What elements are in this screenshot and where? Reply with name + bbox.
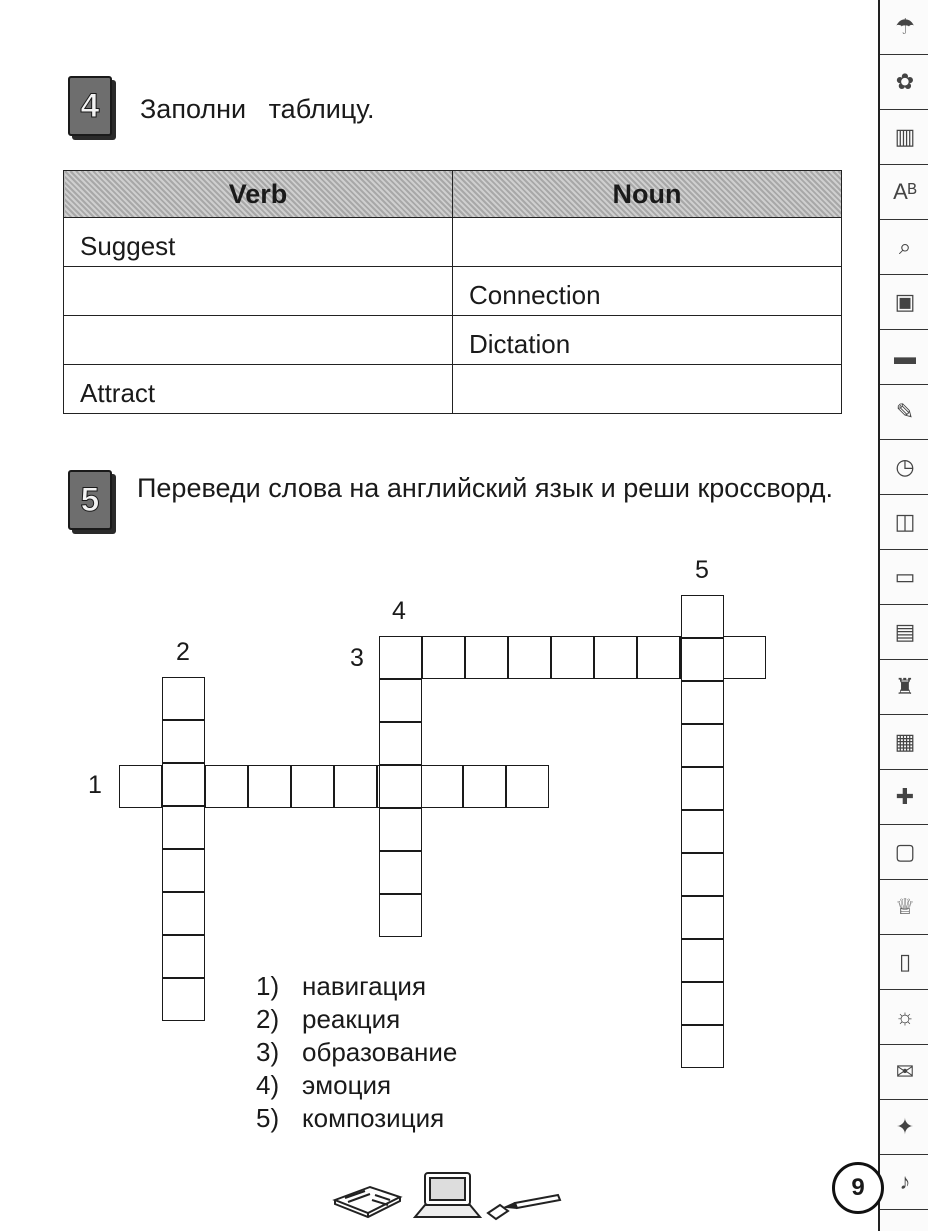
clue-text: образование (302, 1037, 458, 1067)
clue-text: композиция (302, 1103, 445, 1133)
sign-icon: ✎ (880, 385, 928, 440)
clue-text: навигация (302, 971, 427, 1001)
lamp-icon: ☼ (880, 990, 928, 1045)
crossword-cell[interactable] (379, 808, 422, 851)
clue-text: эмоция (302, 1070, 392, 1100)
list-item (256, 1003, 457, 1036)
crossword-cell[interactable] (681, 982, 724, 1025)
list-item (256, 1036, 457, 1069)
crossword-cell[interactable] (723, 636, 766, 679)
table-cell-noun[interactable] (453, 218, 842, 267)
clue-list (256, 970, 457, 1135)
crossword-cell[interactable] (205, 765, 248, 808)
clue-index: 1) (256, 971, 280, 1001)
crossword-cell[interactable] (162, 763, 205, 806)
task-5-instruction: Переведи слова на английский язык и реши кроссворд. (137, 473, 834, 503)
umbrella-icon: ☂ (880, 0, 928, 55)
crossword-cell[interactable] (248, 765, 291, 808)
table-cell-noun[interactable]: Dictation (453, 316, 842, 365)
ruler-icon: ▬ (880, 330, 928, 385)
crossword-cell[interactable] (681, 724, 724, 767)
crossword-cell[interactable] (681, 1025, 724, 1068)
crossword-cell[interactable] (508, 636, 551, 679)
table-row (64, 267, 842, 316)
crossword-cell[interactable] (162, 978, 205, 1021)
task-4-title: Заполни таблицу. (140, 94, 375, 124)
crossword-cell[interactable] (422, 636, 465, 679)
crossword-cell[interactable] (379, 894, 422, 937)
table-header-verb: Verb (64, 171, 453, 218)
crossword-cell[interactable] (162, 849, 205, 892)
page-icon: ▯ (880, 935, 928, 990)
open-book-icon (335, 1187, 400, 1217)
map-icon: ◫ (880, 495, 928, 550)
crossword-cell[interactable] (681, 638, 724, 681)
crossword-cell[interactable] (379, 851, 422, 894)
table-cell-noun[interactable] (453, 365, 842, 414)
crossword-cell[interactable] (162, 935, 205, 978)
table-row (64, 365, 842, 414)
trophy-icon: ♕ (880, 880, 928, 935)
crossword-label-1: 1 (88, 771, 102, 799)
crossword-cell[interactable] (681, 681, 724, 724)
clue-index: 4) (256, 1070, 280, 1100)
crossword-cell[interactable] (162, 720, 205, 763)
crossword-cell[interactable] (681, 810, 724, 853)
list-item (256, 970, 457, 1003)
table-cell-noun[interactable]: Connection (453, 267, 842, 316)
crossword-label-3: 3 (350, 644, 364, 672)
clock-icon: ◷ (880, 440, 928, 495)
task-4-number-badge: 4 (68, 76, 112, 136)
table-cell-verb[interactable] (64, 316, 453, 365)
crossword-cell[interactable] (379, 765, 422, 808)
footer-illustration (330, 1165, 570, 1225)
verb-noun-table (63, 170, 842, 414)
crossword-cell[interactable] (681, 595, 724, 638)
crossword-cell[interactable] (637, 636, 680, 679)
table-cell-verb[interactable]: Suggest (64, 218, 453, 267)
crossword-cell[interactable] (681, 896, 724, 939)
page-number: 9 (832, 1162, 884, 1214)
table-row (64, 316, 842, 365)
crossword-cell[interactable] (681, 767, 724, 810)
doodle-icon: ✦ (880, 1100, 928, 1155)
books-icon: ▥ (880, 110, 928, 165)
crossword-cell[interactable] (379, 722, 422, 765)
flower-icon: ✿ (880, 55, 928, 110)
task-5-number-badge: 5 (68, 470, 112, 530)
crossword-cell[interactable] (420, 765, 463, 808)
table-cell-verb[interactable]: Attract (64, 365, 453, 414)
crossword-cell[interactable] (162, 806, 205, 849)
monitor-icon: ▭ (880, 550, 928, 605)
crossword-cell[interactable] (463, 765, 506, 808)
stack-icon: ▦ (880, 715, 928, 770)
pin-icon: ✚ (880, 770, 928, 825)
mailbox-icon: ✉ (880, 1045, 928, 1100)
bag-icon: ▣ (880, 275, 928, 330)
table-row (64, 218, 842, 267)
crossword-cell[interactable] (162, 677, 205, 720)
crossword-cell[interactable] (334, 765, 377, 808)
clue-index: 2) (256, 1004, 280, 1034)
crossword-cell[interactable] (681, 853, 724, 896)
crossword-cell[interactable] (506, 765, 549, 808)
table-cell-verb[interactable] (64, 267, 453, 316)
crossword-cell[interactable] (379, 679, 422, 722)
crossword-label-5: 5 (695, 556, 709, 584)
crossword-cell[interactable] (551, 636, 594, 679)
list-item (256, 1102, 457, 1135)
list-item (256, 1069, 457, 1102)
note-icon: ♪ (880, 1155, 928, 1210)
tower-icon: ♜ (880, 660, 928, 715)
folder-icon: ▢ (880, 825, 928, 880)
letters-icon: Aᴮ (880, 165, 928, 220)
decorative-margin-strip (878, 0, 928, 1231)
crossword-cell[interactable] (291, 765, 334, 808)
crossword-cell[interactable] (119, 765, 162, 808)
crossword-cell[interactable] (465, 636, 508, 679)
magnifier-icon: ⌕ (880, 220, 928, 275)
crossword-cell[interactable] (594, 636, 637, 679)
crossword-label-2: 2 (176, 638, 190, 666)
crossword-cell[interactable] (681, 939, 724, 982)
clue-index: 5) (256, 1103, 280, 1133)
clue-text: реакция (302, 1004, 401, 1034)
pencil-icon (506, 1195, 560, 1208)
table-header-noun: Noun (453, 171, 842, 218)
book-icon: ▤ (880, 605, 928, 660)
crossword-cell[interactable] (379, 636, 422, 679)
crossword-cell[interactable] (162, 892, 205, 935)
laptop-icon (415, 1173, 480, 1217)
crossword-label-4: 4 (392, 597, 406, 625)
clue-index: 3) (256, 1037, 280, 1067)
